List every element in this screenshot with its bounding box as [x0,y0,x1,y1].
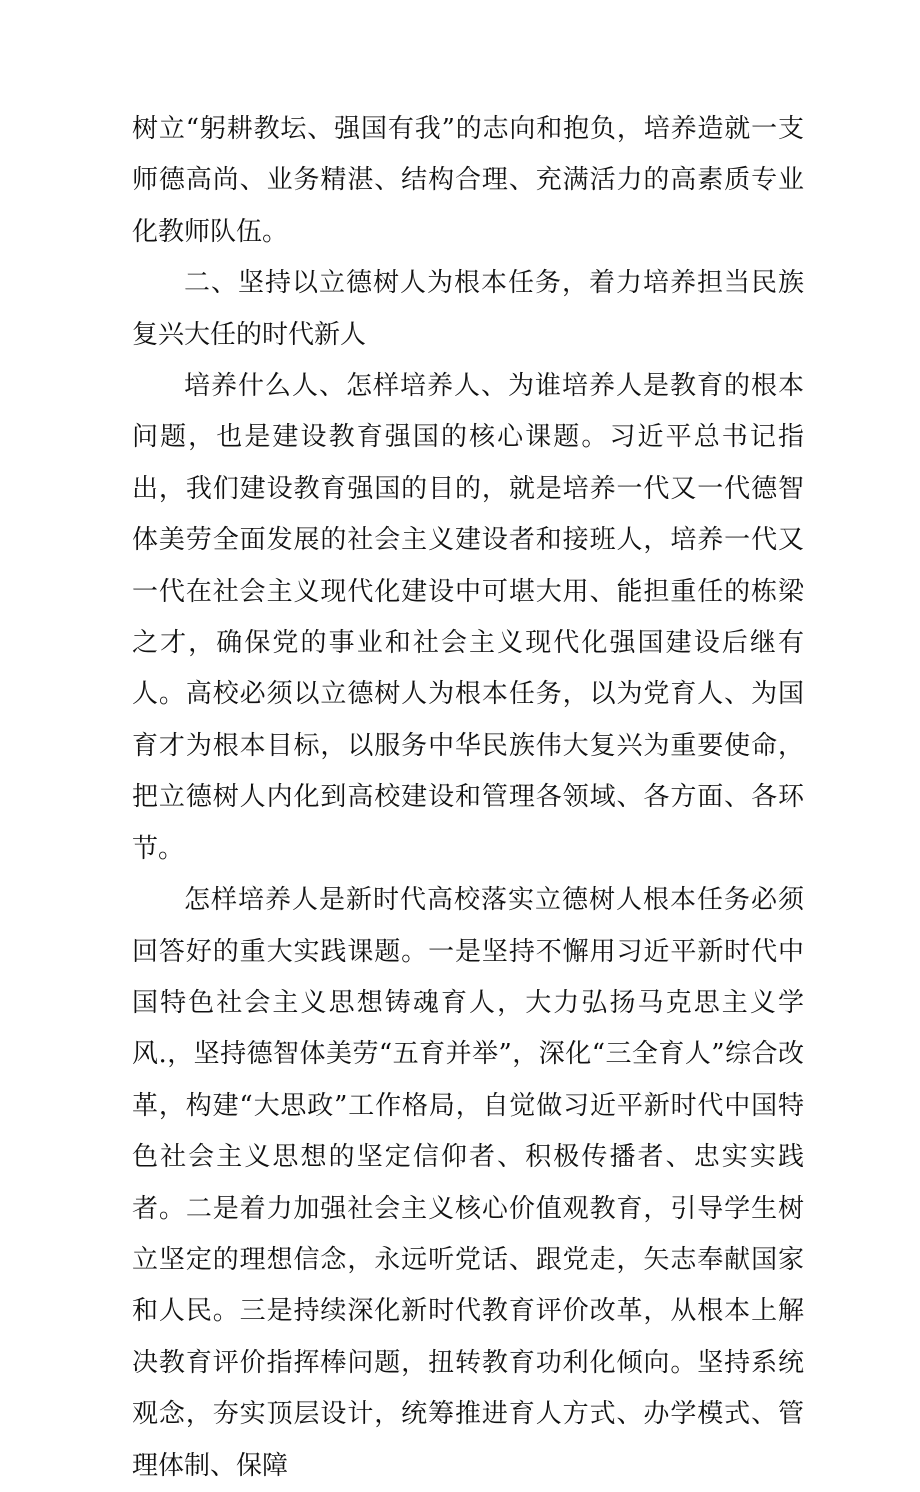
paragraph: 培养什么人、怎样培养人、为谁培养人是教育的根本问题，也是建设教育强国的核心课题。习近平总书记指出，我们建设教育强国的目的，就是培养一代又一代德智体美劳全面发展的社会主义建设者和接班人，培养一代又一代在社会主义现代化建设中可堪大用、能担重任的栋梁之才，确保党的事业和社会主义现代化强国建设后继有人。高校必须以立德树人为根本任务，以为党育人、为国育才为根本目标，以服务中华民族伟大复兴为重要使命，把立德树人内化到高校建设和管理各领域、各方面、各环节。 [132,371,804,864]
section-heading: 二、坚持以立德树人为根本任务，着力培养担当民族复兴大任的时代新人 [132,268,804,350]
body-text [132,104,804,1492]
paragraph-continuation: 树立“躬耕教坛、强国有我”的志向和抱负，培养造就一支师德高尚、业务精湛、结构合理、充满活力的高素质专业化教师队伍。 [132,114,804,247]
paragraph: 怎样培养人是新时代高校落实立德树人根本任务必须回答好的重大实践课题。一是坚持不懈用习近平新时代中国特色社会主义思想铸魂育人，大力弘扬马克思主义学风.，坚持德智体美劳“五育并举”，深化“三全育人”综合改革，构建“大思政”工作格局，自觉做习近平新时代中国特色社会主义思想的坚定信仰者、积极传播者、忠实实践者。二是着力加强社会主义核心价值观教育，引导学生树立坚定的理想信念，永远听党话、跟党走，矢志奉献国家和人民。三是持续深化新时代教育评价改革，从根本上解决教育评价指挥棒问题，扭转教育功利化倾向。坚持系统观念，夯实顶层设计，统筹推进育人方式、办学模式、管理体制、保障 [132,885,804,1481]
